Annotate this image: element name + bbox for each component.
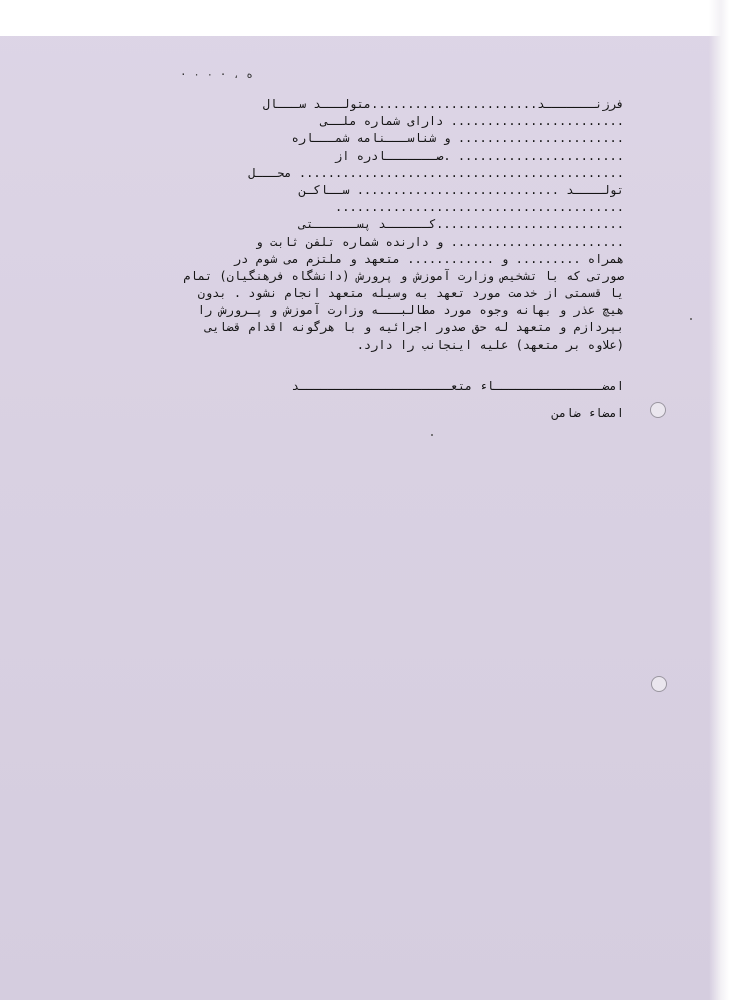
scan-right-margin — [709, 0, 729, 1000]
paragraph-line: همراه ......... و ............ متعهد و ملتزم می شوم در — [233, 251, 624, 266]
paragraph-line: ........................................ — [335, 200, 624, 215]
paragraph-line: بپردازم و متعهد له حق صدور اجرائیه و با هرگونه اقدام قضایی — [204, 320, 624, 335]
paragraph-line: ....................... .صـــــــادره از — [335, 148, 624, 163]
paragraph-line: هیچ عذر و بهانه وجوه مورد مطالبـــه وزارت آموزش و پـرورش را — [197, 303, 624, 318]
scan-speck — [431, 434, 433, 436]
signature-section — [64, 378, 624, 432]
commitment-paragraph — [64, 96, 624, 354]
punch-hole-icon — [650, 402, 666, 418]
paragraph-line: فرزنـــــــد.......................متولـــد ســـال — [262, 97, 624, 111]
scan-speck — [690, 318, 692, 320]
paragraph-line: ..........................کــــــد پســــــتی — [298, 217, 624, 232]
paragraph-line: ........................ و دارنده شماره تلفن ثابت و — [255, 234, 624, 249]
scan-top-margin — [0, 0, 729, 36]
punch-hole-icon — [651, 676, 667, 692]
paragraph-line: ........................ دارای شماره ملــی — [320, 114, 624, 129]
paragraph-line: صورتی که با تشخیص وزارت آموزش و پرورش (دانشگاه فرهنگیان) تمام — [183, 268, 624, 283]
paragraph-line: (علاوه بر متعهد) علیه اینجانب را دارد. — [356, 337, 624, 352]
paragraph-line: ....................... و شناســـنامه شمـــاره — [291, 131, 624, 146]
paragraph-line: ............................................. محـــل — [248, 165, 624, 180]
guarantor-signature-label: امضاء ضامن — [551, 406, 624, 420]
paragraph-line: یا قسمتی از خدمت مورد تعهد به وسیله متعهد انجام نشود . بدون — [197, 286, 624, 301]
obligor-signature-label: امضـــــــــــــــاء متعـــــــــــــــــــــد — [291, 379, 624, 393]
header-marks: ه ، · ۰ ۰ · — [180, 68, 253, 81]
paragraph-line: تولــــد ............................ ســاکـن — [298, 182, 624, 197]
